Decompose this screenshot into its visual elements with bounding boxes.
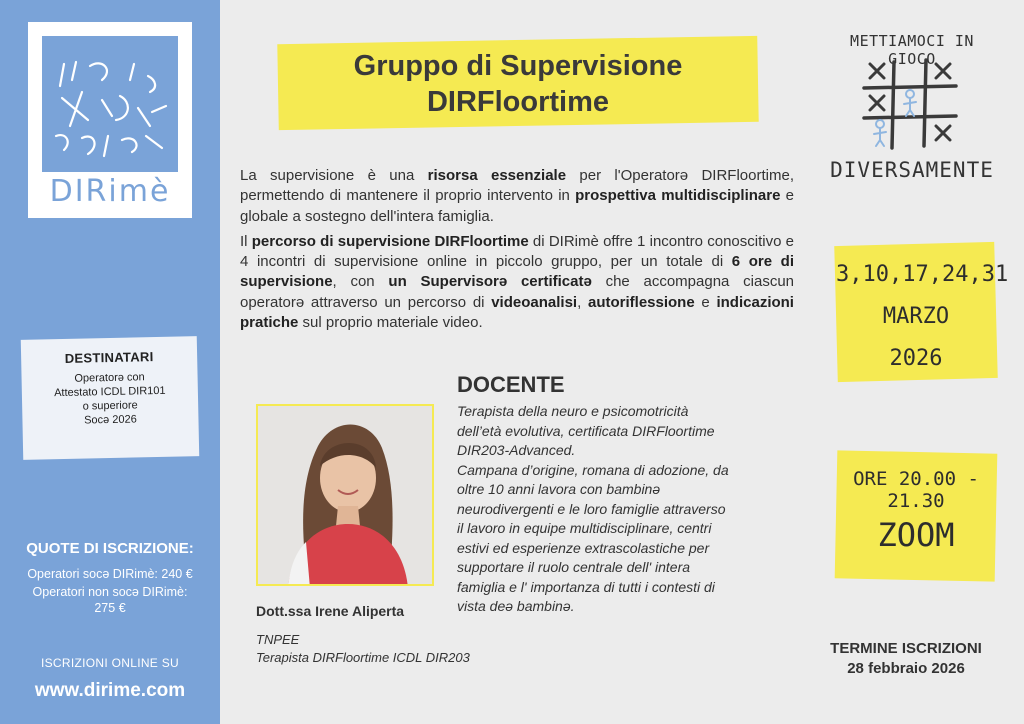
title-line: Gruppo di Supervisione: [353, 50, 683, 82]
teacher-photo: [256, 404, 434, 586]
docente-bio: [457, 402, 783, 617]
bio-line: famiglia e l' importanza di tutti i contesti di: [457, 578, 715, 595]
deadline-title: TERMINE ISCRIZIONI: [830, 640, 982, 657]
bold-phrase: prospettiva multidisciplinare: [575, 187, 781, 205]
docente-name: Dott.ssa Irene Aliperta: [256, 603, 405, 619]
description-paragraph: [240, 232, 794, 333]
text-run: per l'Operatorə DIRFloortime, permettendo di mantenere il proprio intervento in: [240, 167, 794, 205]
destinatari-line: o superiore: [82, 399, 138, 413]
page-title: [278, 48, 758, 120]
logo-wordmark: DIRimè: [49, 174, 171, 209]
docente-heading: DOCENTE: [457, 372, 565, 397]
destinatari-line: Socə 2026: [84, 413, 137, 427]
text-run: , con: [332, 273, 389, 291]
bio-line: vista deə bambinə.: [457, 598, 575, 614]
bold-phrase: 6 ore di supervisione: [240, 253, 794, 291]
text-run: e: [694, 293, 717, 311]
portrait-icon: [258, 406, 434, 586]
brand-tagline-bottom: DIVERSAMENTE: [830, 158, 994, 182]
destinatari-line: Operatorə con: [74, 371, 145, 385]
bio-line: dell’età evolutiva, certificata DIRFloortime: [457, 422, 715, 439]
bio-line: estivi ed esperienze extrascolastiche per: [457, 539, 710, 556]
brand-tagline-top: METTIAMOCI IN GIOCO: [850, 32, 974, 68]
text-run: Il: [240, 232, 252, 250]
website-link[interactable]: www.dirime.com: [34, 680, 186, 701]
title-line: DIRFloortime: [426, 86, 610, 118]
sidebar: [0, 0, 220, 724]
dates: 3,10,17,24,31: [836, 262, 1009, 287]
bio-line: oltre 10 anni lavora con bambinə: [457, 481, 661, 497]
quote-title: QUOTE DI ISCRIZIONE:: [26, 540, 194, 557]
doodle-icon: [42, 36, 178, 172]
dirime-logo: [28, 22, 192, 218]
bold-phrase: indicazioni pratiche: [240, 293, 794, 332]
bio-line: Campana d’origine, romana di adozione, da: [457, 461, 729, 478]
bold-phrase: un Supervisorə certificatə: [388, 273, 592, 291]
bio-line: il lavoro in equipe multidisciplinare, centri: [457, 520, 712, 536]
bold-phrase: percorso di supervisione DIRFloortime: [251, 232, 529, 250]
platform: ZOOM: [877, 516, 955, 554]
text-run: che accompagna ciascun operatorə attraverso un percorso di: [240, 273, 795, 311]
text-run: di DIRimè offre 1 incontro conoscitivo e 4 incontri di supervisione online in piccolo gruppo, per un totale di: [240, 232, 795, 271]
bold-phrase: videoanalisi: [491, 293, 578, 311]
text-run: sul proprio materiale video.: [298, 314, 483, 332]
destinatari-card: [21, 336, 199, 460]
text-run: La supervisione è una: [240, 167, 428, 184]
destinatari-line: Attestato ICDL DIR101: [54, 384, 166, 400]
text-run: ,: [577, 293, 588, 311]
year: 2026: [889, 346, 943, 371]
bold-phrase: autoriflessione: [587, 293, 695, 311]
docente-role: Terapista DIRFloortime ICDL DIR203: [256, 650, 470, 665]
bold-phrase: risorsa essenziale: [427, 167, 567, 184]
time: ORE 20.00 - 21.30: [853, 468, 979, 512]
bio-line: DIR203-Advanced.: [457, 442, 576, 458]
text-run: e globale a sostegno dell'intera famiglia.: [240, 187, 794, 225]
bio-line: Terapista della neuro e psicomotricità: [457, 403, 689, 419]
docente-role: TNPEE: [256, 632, 300, 647]
quote-line: Operatori socə DIRimè: 240 €: [27, 567, 193, 581]
quote-line: 275 €: [94, 601, 126, 615]
tic-tac-toe-icon: [860, 56, 960, 152]
quote-line: Operatori non socə DIRimè:: [32, 585, 188, 599]
description-paragraph: [240, 166, 794, 227]
logo-doodle-square: [42, 36, 178, 172]
online-registration-label: ISCRIZIONI ONLINE SU: [40, 656, 180, 670]
deadline-date: 28 febbraio 2026: [847, 660, 965, 677]
bio-line: neurodivergenti e le loro famiglie attraverso: [457, 500, 726, 517]
destinatari-title: DESTINATARI: [64, 349, 154, 366]
bio-line: supportare il ruolo centrale dell' intera: [457, 559, 691, 575]
description: [240, 166, 794, 338]
month: MARZO: [882, 304, 950, 329]
